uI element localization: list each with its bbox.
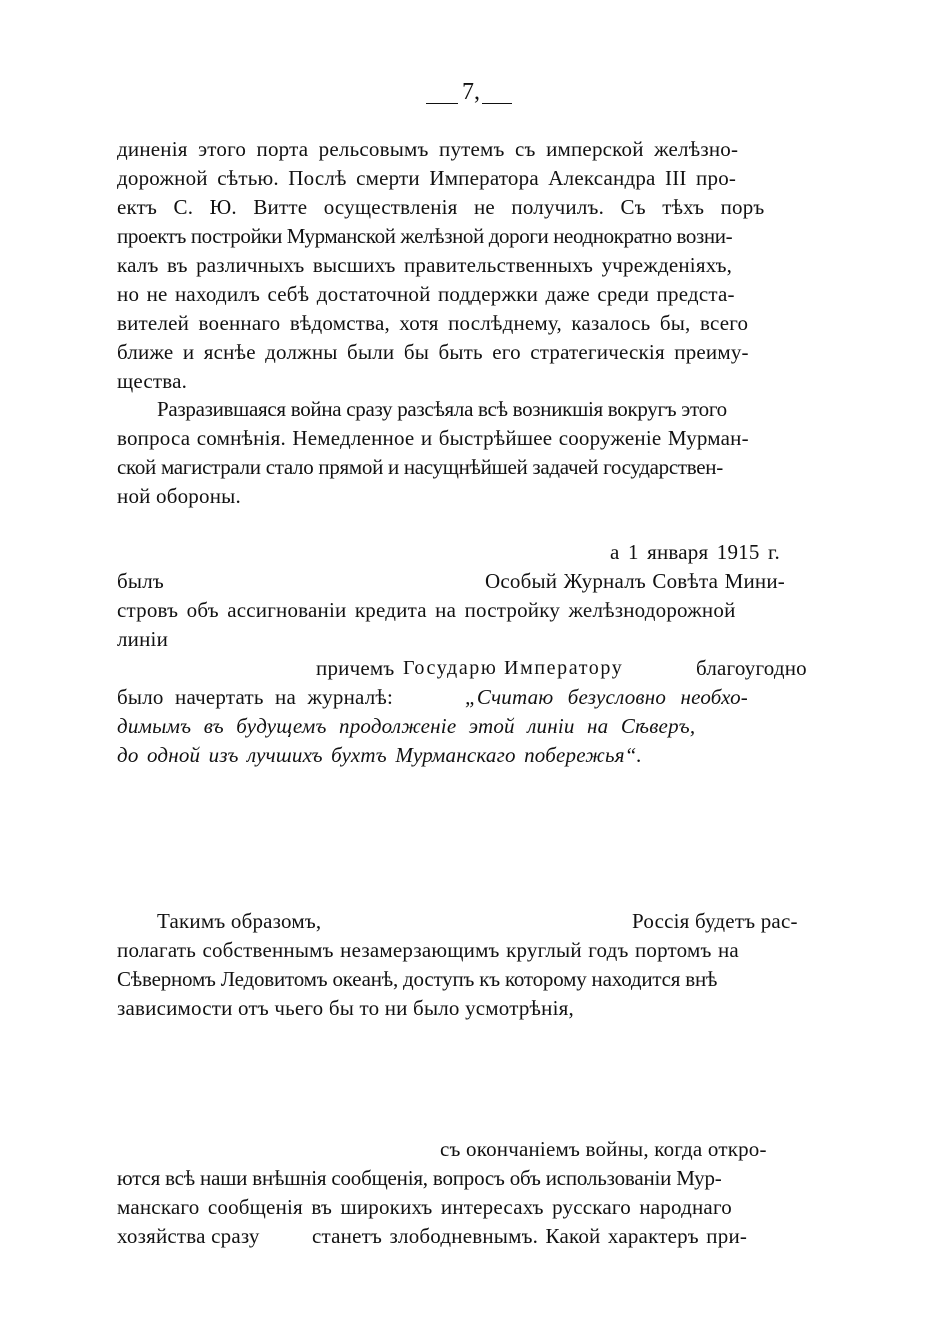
text-line: ются всѣ наши внѣшнія сообщенія, вопросъ объ использованіи Мур- xyxy=(117,1166,722,1190)
quote-line: „Считаю безусловно необхо- xyxy=(465,685,748,709)
text-line: дорожной сѣтью. Послѣ смерти Императора Александра III про- xyxy=(117,166,737,190)
text-line: хозяйства сразу xyxy=(117,1224,260,1248)
text-line: а 1 января 1915 г. xyxy=(610,540,780,564)
page-number: 7, xyxy=(462,79,480,105)
text-line: линіи xyxy=(117,627,169,651)
text-line: было начертать на журналѣ: xyxy=(117,685,394,709)
text-line: причемъ xyxy=(316,656,395,680)
text-line: полагать собственнымъ незамерзающимъ круглый годъ портомъ на xyxy=(117,938,739,962)
text-line: Сѣверномъ Ледовитомъ океанѣ, доступъ къ которому находится внѣ xyxy=(117,967,718,991)
text-line: станетъ злободневнымъ. Какой характеръ при- xyxy=(312,1224,748,1248)
text-line: ближе и яснѣе должны были бы быть его стратегическія преиму- xyxy=(117,340,749,364)
text-line: стровъ объ ассигнованіи кредита на постройку желѣзнодорожной xyxy=(117,598,736,622)
text-line: вопроса сомнѣнія. Немедленное и быстрѣйшее сооруженіе Мурман- xyxy=(117,426,749,450)
text-line: Россія будетъ рас- xyxy=(632,909,798,933)
text-line: Такимъ образомъ, xyxy=(157,909,322,933)
text-line: калъ въ различныхъ высшихъ правительственныхъ учрежденіяхъ, xyxy=(117,253,733,277)
emphasis-spaced: Государю Императору xyxy=(403,657,624,679)
text-line: ной обороны. xyxy=(117,484,241,508)
text-line: проектъ постройки Мурманской желѣзной дороги неоднократно возни- xyxy=(117,224,733,248)
quote-line: димымъ въ будущемъ продолженіе этой линіи на Сѣверъ, xyxy=(117,714,696,738)
text-line: диненія этого порта рельсовымъ путемъ съ имперской желѣзно- xyxy=(117,137,739,161)
text-line: щества. xyxy=(117,369,188,393)
text-line: но не находилъ себѣ достаточной поддержки даже среди предста- xyxy=(117,282,735,306)
quote-line: до одной изъ лучшихъ бухтъ Мурманскаго побережья“. xyxy=(117,743,642,767)
text-line: ектъ С. Ю. Витте осуществленія не получилъ. Съ тѣхъ поръ xyxy=(117,195,765,219)
page-number-rule-right xyxy=(482,103,512,104)
text-line: зависимости отъ чьего бы то ни было усмотрѣнія, xyxy=(117,996,574,1020)
text-line: Особый Журналъ Совѣта Мини- xyxy=(485,569,786,593)
text-line: Разразившаяся война сразу разсѣяла всѣ возникшія вокругъ этого xyxy=(157,397,727,421)
page-number-rule-left xyxy=(426,103,458,104)
text-line: манскаго сообщенія въ широкихъ интересахъ русскаго народнаго xyxy=(117,1195,732,1219)
text-line: вителей военнаго вѣдомства, хотя послѣднему, казалось бы, всего xyxy=(117,311,749,335)
text-line: благоугодно xyxy=(696,656,807,680)
text-line: съ окончаніемъ войны, когда откро- xyxy=(440,1137,767,1161)
text-line: былъ xyxy=(117,569,164,593)
text-line: ской магистрали стало прямой и насущнѣйшей задачей государствен- xyxy=(117,455,723,479)
